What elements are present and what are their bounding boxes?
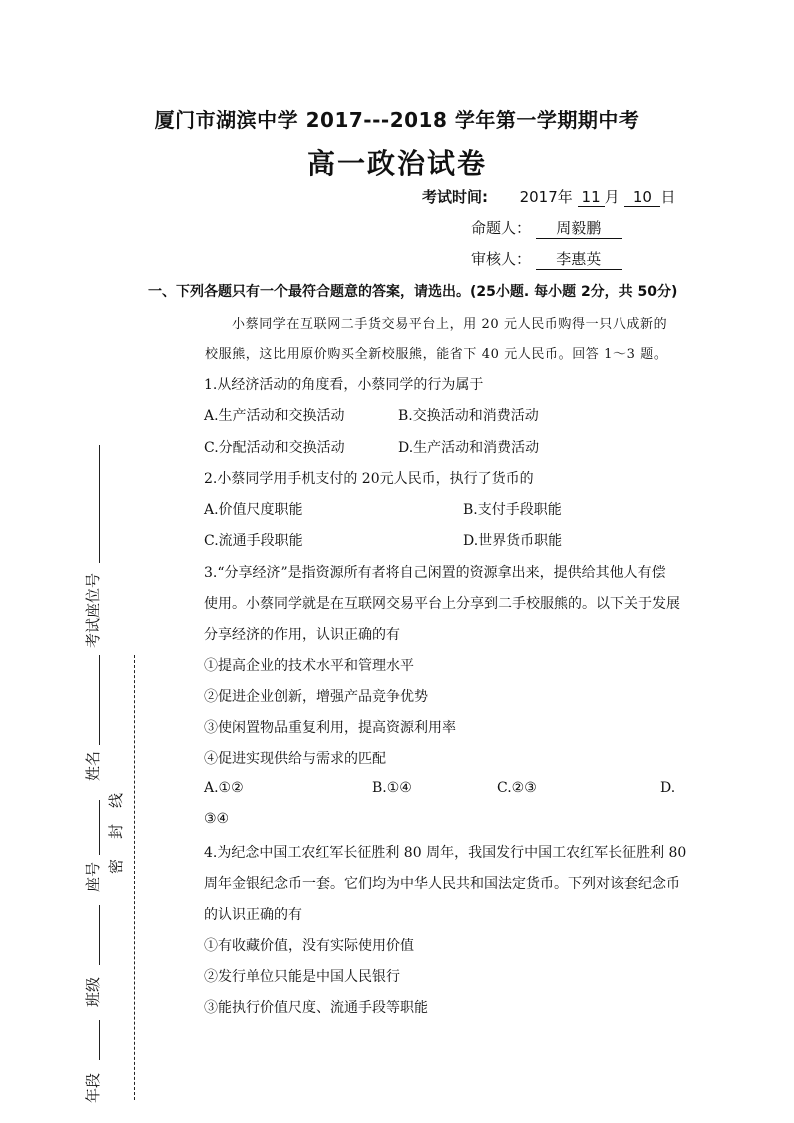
school-title: 厦门市湖滨中学 2017---2018 学年第一学期期中考: [154, 108, 640, 132]
year-unit: 年: [557, 188, 573, 206]
setter-row: [471, 217, 622, 239]
number-label: 座号: [84, 861, 102, 892]
grade-line: [99, 1020, 100, 1060]
q3-stem-line-3: 分享经济的作用，认识正确的有: [204, 627, 400, 643]
q1-option-b: B.交换活动和消费活动: [398, 408, 539, 424]
month-unit: 月: [604, 188, 620, 206]
exam-time-row: [422, 186, 675, 207]
seal-dashed-line: [134, 655, 135, 1100]
exam-time-label: 考试时间:: [422, 188, 488, 206]
intro-line-1: 小蔡同学在互联网二手货交易平台上，用 20 元人民币购得一只八成新的: [232, 317, 668, 332]
grade-label: 年段: [84, 1072, 102, 1103]
q3-stem-line-1: 3.“分享经济”是指资源所有者将自己闲置的资源拿出来，提供给其他人有偿: [204, 565, 666, 581]
q3-item-2: ②促进企业创新，增强产品竞争优势: [204, 689, 428, 705]
exam-month: 11: [578, 188, 605, 207]
q1-option-d: D.生产活动和消费活动: [398, 440, 540, 456]
intro-line-2: 校服熊，这比用原价购买全新校服熊，能省下 40 元人民币。回答 1～3 题。: [205, 347, 668, 362]
q3-stem-line-2: 使用。小蔡同学就是在互联网交易平台上分享到二手校服熊的。以下关于发展: [204, 596, 680, 612]
q2-option-b: B.支付手段职能: [463, 502, 562, 518]
q1-stem: 1.从经济活动的角度看，小蔡同学的行为属于: [204, 377, 484, 393]
q3-item-1: ①提高企业的技术水平和管理水平: [204, 658, 414, 674]
q4-stem-line-1: 4.为纪念中国工农红军长征胜利 80 周年，我国发行中国工农红军长征胜利 80: [204, 845, 687, 861]
day-unit: 日: [660, 188, 676, 206]
q4-stem-line-3: 的认识正确的有: [204, 907, 302, 923]
q1-option-c: C.分配活动和交换活动: [204, 440, 345, 456]
q2-option-d: D.世界货币职能: [463, 533, 563, 549]
q3-option-a: A.①②: [204, 780, 244, 796]
number-line: [99, 800, 100, 855]
reviewer-label: 审核人：: [471, 250, 532, 268]
q4-stem-line-2: 周年金银纪念币一套。它们均为中华人民共和国法定货币。下列对该套纪念币: [204, 876, 680, 892]
setter-name: 周毅鹏: [536, 217, 622, 239]
q3-option-b: B.①④: [372, 780, 412, 796]
q2-option-c: C.流通手段职能: [204, 533, 303, 549]
setter-label: 命题人：: [471, 219, 532, 237]
exam-year: 2017: [519, 188, 558, 206]
seal-char-feng: 封: [107, 823, 126, 840]
name-line: [99, 655, 100, 745]
seat-number-label: 考试座位号: [84, 572, 102, 648]
q3-item-4: ④促进实现供给与需求的匹配: [204, 751, 386, 767]
class-line: [99, 905, 100, 965]
section-heading: 一、下列各题只有一个最符合题意的答案，请选出。(25小题. 每小题 2分，共 50分): [148, 284, 678, 300]
reviewer-row: [471, 248, 622, 270]
q4-item-2: ②发行单位只能是中国人民银行: [204, 969, 400, 985]
q3-item-3: ③使闲置物品重复利用，提高资源利用率: [204, 720, 456, 736]
seal-char-mi: 密: [107, 858, 126, 875]
seal-char-xian: 线: [107, 792, 126, 809]
name-label: 姓名: [84, 750, 102, 781]
seat-number-line: [99, 445, 100, 563]
exam-day: 10: [624, 188, 660, 207]
exam-title: 高一政治试卷: [306, 147, 487, 180]
q4-item-3: ③能执行价值尺度、流通手段等职能: [204, 1000, 428, 1016]
q2-stem: 2.小蔡同学用手机支付的 20元人民币，执行了货币的: [204, 471, 534, 487]
q2-option-a: A.价值尺度职能: [204, 502, 303, 518]
reviewer-name: 李惠英: [536, 248, 622, 270]
q3-option-d-continued: ③④: [204, 811, 230, 827]
q3-option-c: C.②③: [497, 780, 537, 796]
q3-option-d: D.: [660, 780, 676, 796]
q1-option-a: A.生产活动和交换活动: [204, 408, 345, 424]
q4-item-1: ①有收藏价值，没有实际使用价值: [204, 938, 414, 954]
class-label: 班级: [84, 976, 102, 1007]
